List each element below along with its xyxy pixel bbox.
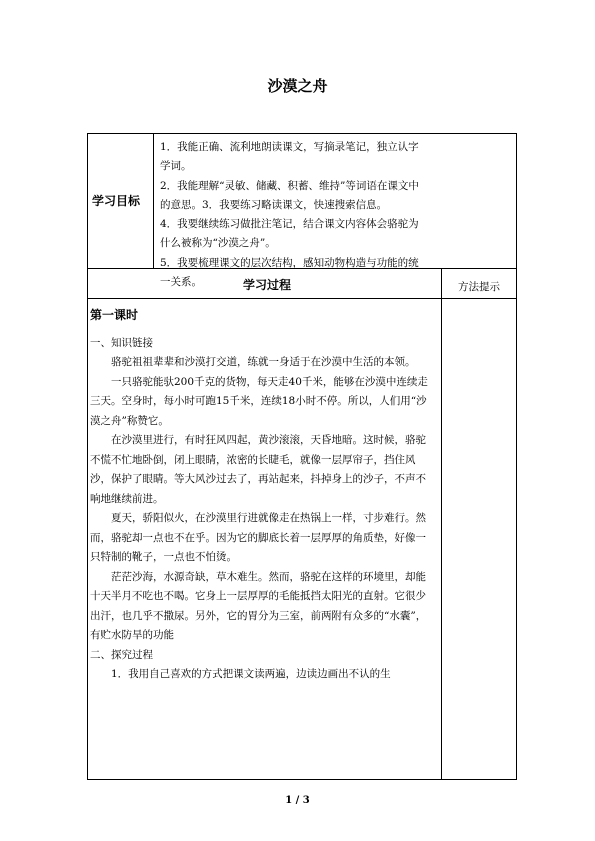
goal-item: 5．我要梳理课文的层次结构，感知动物构造与功能的统一关系。 bbox=[160, 256, 419, 289]
paragraph: 1．我用自己喜欢的方式把课文读两遍，边读边画出不认的生 bbox=[111, 668, 391, 680]
tips-header: 方法提示 bbox=[458, 281, 500, 293]
paragraph: 骆驼祖祖辈辈和沙漠打交道，练就一身适于在沙漠中生活的本领。 bbox=[111, 356, 416, 368]
paragraph: 一只骆驼能驮200千克的货物，每天走40千米，能够在沙漠中连续走三天。空身时，每小时可跑15千米，连续18小时不停。所以，人们用“沙漠之舟”称赞它。 bbox=[90, 375, 428, 427]
section-heading: 一、知识链接 bbox=[90, 336, 153, 349]
process-header: 学习过程 bbox=[242, 278, 291, 292]
paragraph: 夏天，骄阳似火，在沙漠里行进就像走在热锅上一样，寸步难行。然而，骆驼却一点也不在乎。因为它的脚底长着一层厚厚的角质垫，好像一只特制的靴子，一点也不怕烫。 bbox=[90, 512, 426, 563]
row-divider-header bbox=[87, 298, 517, 299]
paragraph: 在沙漠里进行，有时狂风四起，黄沙滚滚，天昏地暗。这时候，骆驼不慌不忙地卧倒，闭上眼睛，浓密的长睫毛，就像一层厚帘子，挡住风沙，保护了眼睛。等大风沙过去了，再站起来，抖掉身上的沙子，不声不响地继续前进。 bbox=[90, 434, 426, 505]
col-divider-goals bbox=[153, 133, 154, 268]
goal-item: 1．我能正确、流利地朗读课文，写摘录笔记，独立认字学词。 bbox=[160, 141, 419, 173]
section-heading: 二、探究过程 bbox=[90, 648, 153, 661]
paragraph: 茫茫沙海，水源奇缺，草木难生。然而，骆驼在这样的环境里，却能十天半月不吃也不喝。它身上一层厚厚的毛能抵挡太阳光的直射。它很少出汗，也几乎不撒尿。另外，它的胃分为三室，前两附有众多的“水囊”，有贮水防旱的功能 bbox=[90, 570, 427, 641]
process-content bbox=[90, 306, 436, 685]
goal-item: 4．我要继续练习做批注笔记，结合课文内容体会骆驼为什么被称为“沙漠之舟”。 bbox=[160, 218, 419, 250]
page-number: 1 / 3 bbox=[285, 795, 310, 806]
goals-list bbox=[160, 138, 428, 292]
lesson-title: 第一课时 bbox=[90, 308, 139, 322]
col-divider-tips bbox=[441, 268, 442, 780]
page-title: 沙漠之舟 bbox=[267, 77, 328, 95]
goal-item: 2．我能理解“灵敏、储藏、积蓄、维持”等词语在课文中的意思。3．我要练习略读课文，快速搜索信息。 bbox=[160, 179, 419, 211]
goals-label: 学习目标 bbox=[92, 194, 141, 208]
